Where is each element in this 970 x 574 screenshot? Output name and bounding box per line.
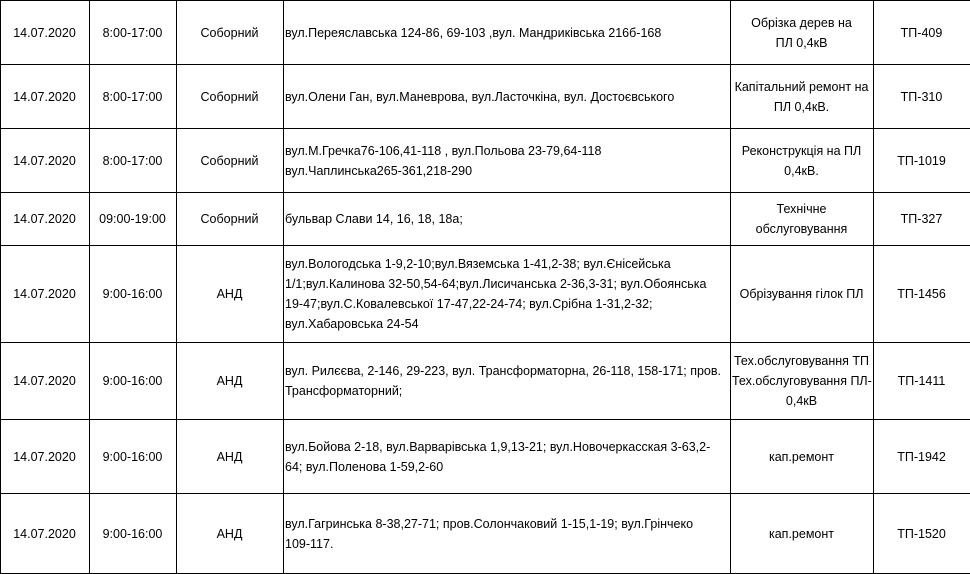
streets-cell [284, 494, 731, 574]
time-cell: 09:00-19:00 [90, 193, 177, 246]
streets-cell [284, 1, 731, 65]
work-type-cell [731, 246, 874, 343]
time-cell: 9:00-16:00 [90, 420, 177, 494]
street-line: вул.М.Гречка76-106,41-118 , вул.Польова 23-79,64-118 [285, 141, 728, 161]
date-cell: 14.07.2020 [1, 343, 90, 420]
work-line: кап.ремонт [732, 447, 871, 467]
work-type-cell [731, 65, 874, 129]
time-cell: 8:00-17:00 [90, 65, 177, 129]
time-cell: 9:00-16:00 [90, 246, 177, 343]
work-line: 0,4кВ. [732, 161, 871, 181]
time-cell: 9:00-16:00 [90, 494, 177, 574]
substation-cell: ТП-310 [874, 65, 970, 129]
work-line: ПЛ 0,4кВ. [732, 97, 871, 117]
table-row [1, 129, 970, 193]
work-line: 0,4кВ [732, 391, 871, 411]
work-type-cell [731, 343, 874, 420]
streets-cell [284, 129, 731, 193]
time-cell: 8:00-17:00 [90, 1, 177, 65]
work-type-cell [731, 1, 874, 65]
substation-cell: ТП-1456 [874, 246, 970, 343]
street-line: 64; вул.Поленова 1-59,2-60 [285, 457, 728, 477]
streets-cell [284, 65, 731, 129]
street-line: 109-117. [285, 534, 728, 554]
time-cell: 9:00-16:00 [90, 343, 177, 420]
table-row [1, 65, 970, 129]
street-line: 19-47;вул.С.Ковалевської 17-47,22-24-74; вул.Срібна 1-31,2-32; [285, 294, 728, 314]
time-cell: 8:00-17:00 [90, 129, 177, 193]
district-cell: АНД [177, 343, 284, 420]
work-line: кап.ремонт [732, 524, 871, 544]
substation-cell: ТП-1942 [874, 420, 970, 494]
work-line: Обрізка дерев на [732, 13, 871, 33]
street-line: вул.Гагринська 8-38,27-71; пров.Солончаковий 1-15,1-19; вул.Грінчеко [285, 514, 728, 534]
substation-cell: ТП-327 [874, 193, 970, 246]
work-line: Капітальний ремонт на [732, 77, 871, 97]
table-row [1, 343, 970, 420]
table-row [1, 494, 970, 574]
district-cell: АНД [177, 494, 284, 574]
work-line: Технічне [732, 199, 871, 219]
date-cell: 14.07.2020 [1, 193, 90, 246]
district-cell: АНД [177, 246, 284, 343]
district-cell: Соборний [177, 1, 284, 65]
street-line: вул.Бойова 2-18, вул.Варварівська 1,9,13-21; вул.Новочеркасская 3-63,2- [285, 437, 728, 457]
table-row [1, 193, 970, 246]
streets-cell [284, 193, 731, 246]
table-row [1, 420, 970, 494]
streets-cell [284, 343, 731, 420]
work-line: ПЛ 0,4кВ [732, 33, 871, 53]
street-line: вул.Олени Ган, вул.Маневрова, вул.Ласточкіна, вул. Достоєвського [285, 87, 728, 107]
table-row [1, 246, 970, 343]
work-type-cell [731, 129, 874, 193]
date-cell: 14.07.2020 [1, 246, 90, 343]
date-cell: 14.07.2020 [1, 420, 90, 494]
substation-cell: ТП-1520 [874, 494, 970, 574]
table-row [1, 1, 970, 65]
work-line: Реконструкція на ПЛ [732, 141, 871, 161]
work-type-cell [731, 494, 874, 574]
date-cell: 14.07.2020 [1, 129, 90, 193]
district-cell: Соборний [177, 65, 284, 129]
work-line: обслуговування [732, 219, 871, 239]
street-line: вул. Рилєєва, 2-146, 29-223, вул. Трансформаторна, 26-118, 158-171; пров. [285, 361, 728, 381]
date-cell: 14.07.2020 [1, 494, 90, 574]
date-cell: 14.07.2020 [1, 1, 90, 65]
work-type-cell [731, 420, 874, 494]
work-type-cell [731, 193, 874, 246]
substation-cell: ТП-1019 [874, 129, 970, 193]
table-body [1, 1, 970, 574]
street-line: Трансформаторний; [285, 381, 728, 401]
district-cell: АНД [177, 420, 284, 494]
district-cell: Соборний [177, 129, 284, 193]
street-line: вул.Хабаровська 24-54 [285, 314, 728, 334]
work-line: Обрізування гілок ПЛ [732, 284, 871, 304]
streets-cell [284, 246, 731, 343]
work-line: Тех.обслуговування ПЛ- [732, 371, 871, 391]
street-line: вул.Чаплинська265-361,218-290 [285, 161, 728, 181]
street-line: бульвар Слави 14, 16, 18, 18а; [285, 209, 728, 229]
date-cell: 14.07.2020 [1, 65, 90, 129]
street-line: вул.Переяславська 124-86, 69-103 ,вул. Мандриківська 216б-168 [285, 23, 728, 43]
substation-cell: ТП-1411 [874, 343, 970, 420]
street-line: вул.Вологодська 1-9,2-10;вул.Вяземська 1-41,2-38; вул.Єнісейська [285, 254, 728, 274]
streets-cell [284, 420, 731, 494]
substation-cell: ТП-409 [874, 1, 970, 65]
district-cell: Соборний [177, 193, 284, 246]
street-line: 1/1;вул.Калинова 32-50,54-64;вул.Лисичанська 2-36,3-31; вул.Обоянська [285, 274, 728, 294]
work-line: Тех.обслуговування ТП [732, 351, 871, 371]
